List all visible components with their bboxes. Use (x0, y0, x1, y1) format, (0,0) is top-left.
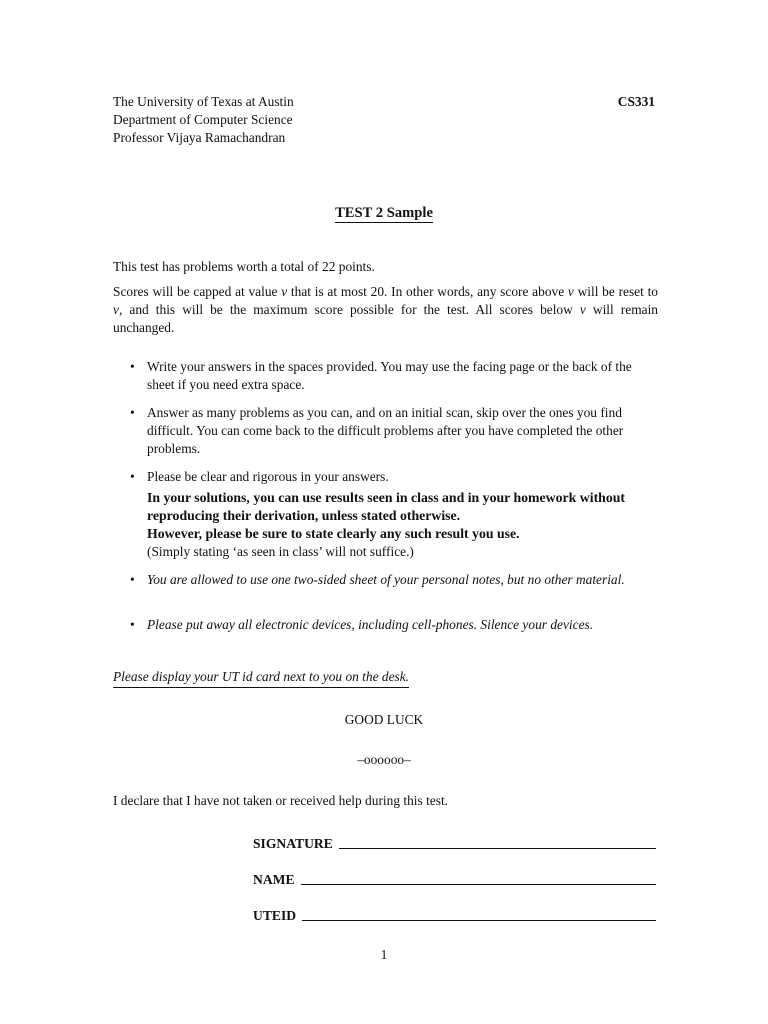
capping-text-4: , and this will be the maximum score possible for the test. All scores below (118, 302, 580, 317)
bullet-icon: • (130, 405, 135, 420)
bullet-icon: • (130, 572, 135, 587)
variable-v: v (113, 302, 119, 317)
instruction-note: (Simply stating ‘as seen in class’ will not suffice.) (147, 544, 414, 559)
capping-text-5: will remain unchanged. (113, 302, 658, 335)
course-code: CS331 (617, 94, 655, 109)
page-title: TEST 2 Sample (335, 205, 433, 221)
instruction-emphasis (147, 489, 658, 543)
name-line[interactable] (301, 884, 656, 885)
declaration-text: I declare that I have not taken or received help during this test. (113, 793, 449, 808)
bullet-icon: • (130, 469, 135, 484)
uteid-field[interactable] (253, 907, 656, 925)
instruction-item (130, 404, 658, 468)
instruction-item (130, 468, 658, 571)
department-name: Department of Computer Science (113, 112, 293, 127)
total-points-text: This test has problems worth a total of 22 points. (113, 259, 375, 274)
instruction-item (130, 571, 658, 616)
instruction-emphasis-line: However, please be sure to state clearly any such result you use. (147, 526, 520, 541)
instruction-emphasis-line: In your solutions, you can use results seen in class and in your homework without reproducing their derivation, unless stated otherwise. (147, 490, 625, 523)
signature-label: SIGNATURE (253, 836, 333, 851)
capping-text-1: Scores will be capped at value (113, 284, 282, 299)
instruction-text: Please put away all electronic devices, including cell-phones. Silence your devices. (147, 617, 594, 632)
score-capping-paragraph (113, 283, 658, 337)
instruction-text: Write your answers in the spaces provided. You may use the facing page or the back of the sheet if you need extra space. (147, 359, 632, 392)
page-number: 1 (380, 947, 388, 962)
instruction-item (130, 358, 658, 404)
section-separator: –oooooo– (357, 752, 411, 767)
capping-text-3: will be reset to (573, 284, 659, 299)
signature-line[interactable] (339, 848, 656, 849)
bullet-icon: • (130, 359, 135, 374)
uteid-line[interactable] (302, 920, 656, 921)
page-title-container (0, 204, 768, 222)
good-luck-text: GOOD LUCK (344, 712, 424, 727)
variable-v: v (579, 302, 586, 317)
instruction-text: Answer as many problems as you can, and on an initial scan, skip over the ones you find difficult. You can come back to the difficult problems after you have completed the other problems. (147, 405, 624, 456)
header-institution-block (113, 93, 294, 147)
instructions-list (130, 358, 658, 636)
uteid-label: UTEID (253, 908, 297, 923)
signature-field[interactable] (253, 835, 656, 853)
name-label: NAME (253, 872, 295, 887)
ut-id-note: Please display your UT id card next to you on the desk. (113, 668, 409, 688)
instruction-item (130, 616, 658, 636)
bullet-icon: • (130, 617, 135, 632)
variable-v: v (567, 284, 574, 299)
professor-name: Professor Vijaya Ramachandran (113, 130, 286, 145)
name-field[interactable] (253, 871, 656, 889)
instruction-text: Please be clear and rigorous in your answers. (147, 469, 389, 484)
university-name: The University of Texas at Austin (113, 94, 294, 109)
capping-text-2: that is at most 20. In other words, any score above (287, 284, 568, 299)
variable-v: v (281, 284, 288, 299)
instruction-text: You are allowed to use one two-sided sheet of your personal notes, but no other material. (147, 572, 625, 587)
